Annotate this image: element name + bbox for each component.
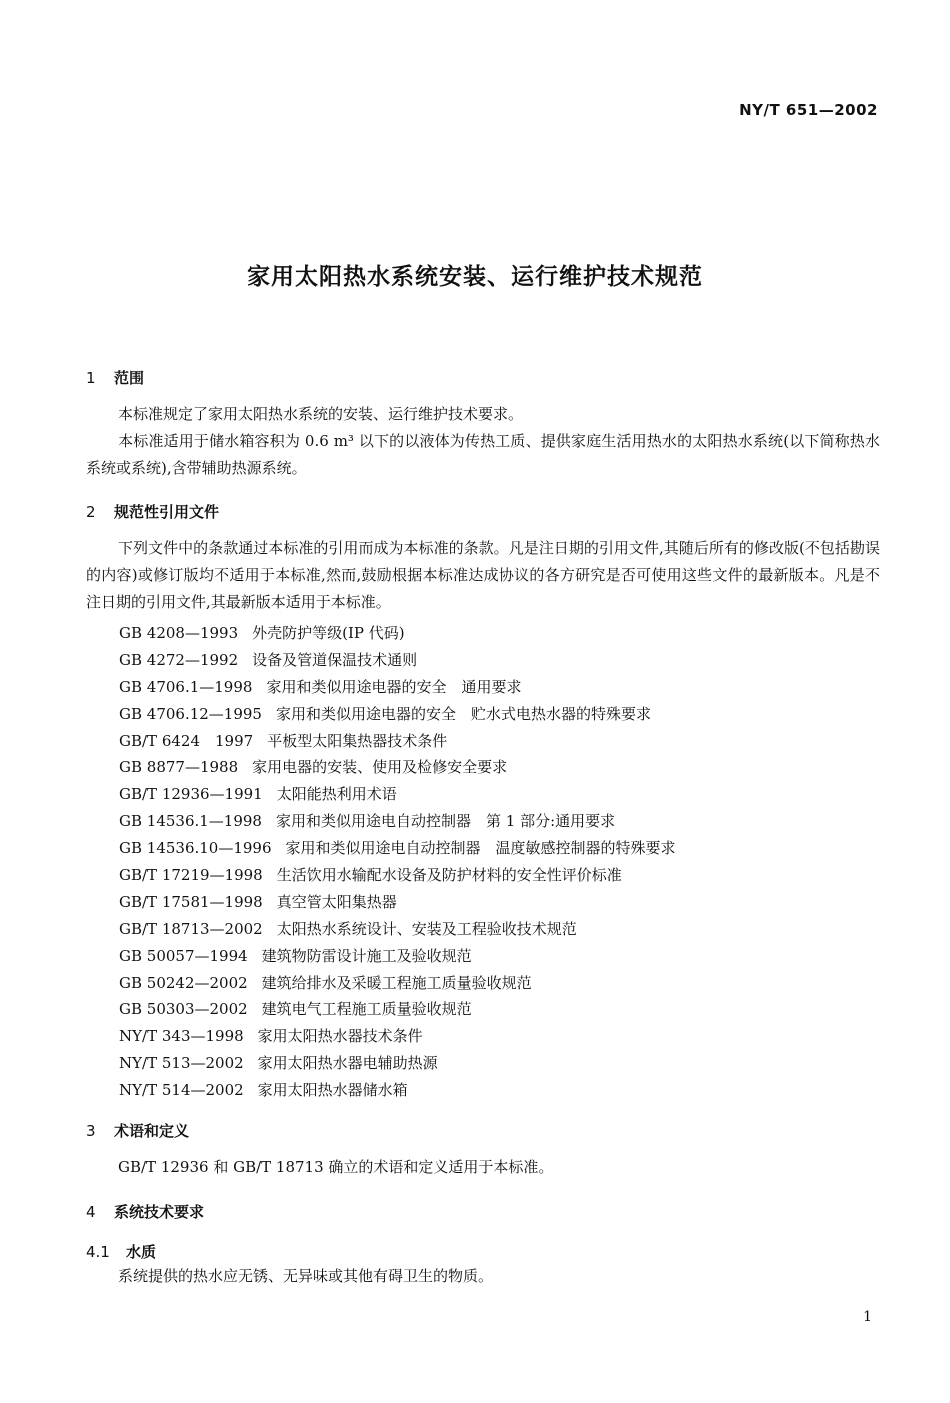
section-2-intro	[86, 535, 880, 616]
reference-code: NY/T 513—2002	[119, 1054, 244, 1073]
reference-item	[119, 889, 676, 916]
section-2-heading	[86, 501, 219, 522]
reference-title: 家用和类似用途电自动控制器 温度敏感控制器的特殊要求	[285, 839, 676, 858]
reference-item	[119, 835, 676, 862]
subsection-number: 4.1	[86, 1243, 110, 1261]
reference-code: GB 50057—1994	[119, 946, 248, 965]
reference-code: GB 14536.1—1998	[119, 812, 262, 831]
section-number: 1	[86, 369, 96, 387]
reference-code: GB/T 17219—1998	[119, 866, 263, 885]
reference-title: 家用和类似用途电自动控制器 第 1 部分:通用要求	[275, 812, 616, 831]
document-title: 家用太阳热水系统安装、运行维护技术规范	[247, 264, 703, 290]
page-number: 1	[863, 1309, 872, 1325]
section-1-heading	[86, 367, 144, 388]
section-title: 规范性引用文件	[114, 503, 220, 521]
reference-code: GB 8877—1988	[119, 758, 239, 777]
normative-reference-list	[119, 620, 676, 1104]
reference-item	[119, 808, 676, 835]
reference-item	[119, 781, 676, 808]
reference-item	[119, 943, 676, 970]
paragraph-text: 本标准适用于储水箱容积为 0.6 m³ 以下的以液体为传热工质、提供家庭生活用热水的太阳热水系统(以下简称热水系统或系统),含带辅助热源系统。	[86, 432, 880, 477]
reference-title: 家用和类似用途电器的安全 通用要求	[266, 677, 522, 696]
section-title: 术语和定义	[114, 1122, 190, 1140]
section-number: 4	[86, 1203, 96, 1221]
reference-title: 家用和类似用途电器的安全 贮水式电热水器的特殊要求	[275, 704, 651, 723]
paragraph-text: 本标准规定了家用太阳热水系统的安装、运行维护技术要求。	[118, 405, 524, 423]
reference-code: GB/T 17581—1998	[119, 892, 263, 911]
subsection-4-1-paragraph	[86, 1263, 880, 1290]
reference-code: GB 50242—2002	[119, 973, 248, 992]
reference-title: 太阳能热利用术语	[276, 785, 397, 804]
reference-code: GB 4208—1993	[119, 624, 239, 642]
subsection-title: 水质	[126, 1243, 157, 1261]
reference-item	[119, 1077, 676, 1104]
subsection-4-1-heading	[86, 1241, 156, 1262]
reference-item	[119, 728, 676, 755]
paragraph-text: 下列文件中的条款通过本标准的引用而成为本标准的条款。凡是注日期的引用文件,其随后所有的修改版(不包括勘误的内容)或修订版均不适用于本标准,然而,鼓励根据本标准达成协议的各方研究是否可使用这些文件的最新版本。凡是不注日期的引用文件,其最新版本适用于本标准。	[86, 539, 880, 611]
reference-code: GB 14536.10—1996	[119, 839, 272, 858]
section-number: 3	[86, 1122, 96, 1140]
reference-item	[119, 754, 676, 781]
reference-code: GB 4706.1—1998	[119, 677, 253, 696]
section-number: 2	[86, 503, 96, 521]
reference-item	[119, 970, 676, 997]
reference-title: 家用太阳热水器技术条件	[257, 1027, 423, 1046]
reference-item	[119, 647, 676, 674]
reference-title: 家用太阳热水器储水箱	[257, 1081, 408, 1100]
reference-code: GB 50303—2002	[119, 1000, 248, 1019]
reference-title: 平板型太阳集热器技术条件	[267, 731, 448, 750]
section-title: 系统技术要求	[114, 1203, 205, 1221]
standard-code: NY/T 651—2002	[739, 101, 878, 119]
reference-title: 建筑给排水及采暖工程施工质量验收规范	[261, 973, 532, 992]
reference-code: GB/T 12936—1991	[119, 785, 263, 804]
reference-item	[119, 674, 676, 701]
reference-title: 生活饮用水输配水设备及防护材料的安全性评价标准	[276, 866, 622, 885]
section-3-paragraph	[86, 1154, 880, 1181]
section-1-paragraph-1	[86, 401, 880, 428]
reference-item	[119, 862, 676, 889]
reference-item	[119, 916, 676, 943]
paragraph-text: GB/T 12936 和 GB/T 18713 确立的术语和定义适用于本标准。	[118, 1158, 554, 1176]
reference-item	[119, 996, 676, 1023]
reference-code: GB/T 18713—2002	[119, 919, 263, 938]
section-3-heading	[86, 1120, 189, 1141]
reference-item	[119, 620, 676, 647]
reference-title: 外壳防护等级(IP 代码)	[252, 624, 405, 642]
reference-item	[119, 1050, 676, 1077]
section-4-heading	[86, 1201, 204, 1222]
reference-title: 太阳热水系统设计、安装及工程验收技术规范	[276, 919, 577, 938]
reference-code: NY/T 343—1998	[119, 1027, 244, 1046]
reference-title: 真空管太阳集热器	[276, 892, 397, 911]
reference-item	[119, 1023, 676, 1050]
reference-title: 设备及管道保温技术通则	[252, 650, 418, 669]
reference-code: NY/T 514—2002	[119, 1081, 244, 1100]
reference-title: 建筑物防雷设计施工及验收规范	[261, 946, 472, 965]
reference-item	[119, 701, 676, 728]
reference-title: 建筑电气工程施工质量验收规范	[261, 1000, 472, 1019]
reference-title: 家用电器的安装、使用及检修安全要求	[252, 758, 508, 777]
reference-code: GB 4272—1992	[119, 650, 239, 669]
section-1-paragraph-2	[86, 428, 880, 482]
paragraph-text: 系统提供的热水应无锈、无异味或其他有碍卫生的物质。	[118, 1267, 494, 1285]
section-title: 范围	[114, 369, 145, 387]
reference-code: GB 4706.12—1995	[119, 704, 262, 723]
reference-title: 家用太阳热水器电辅助热源	[257, 1054, 438, 1073]
reference-code: GB/T 6424 1997	[119, 731, 254, 750]
